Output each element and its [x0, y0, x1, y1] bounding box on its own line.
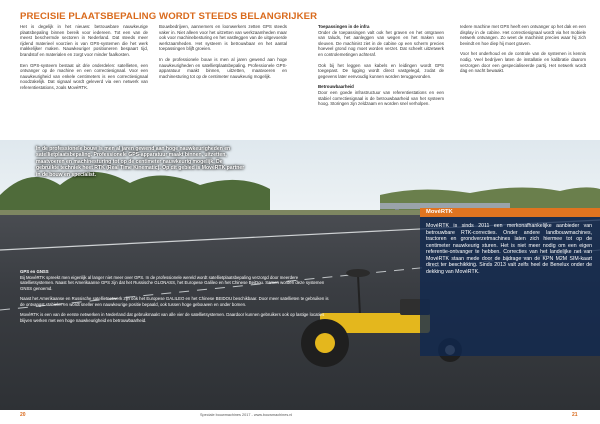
paragraph: Een GPS-systeem bestaat uit drie onderdelen: satellieten, een ontvanger op de machine en een correctiesignaal. Voor een nauwkeurigheid van enkele centimeters is een correctiesignaal noodzakelijk. Dat signaal wordt geleverd via een netwerk van referentiestations, zoals MovéRTK.: [20, 62, 148, 90]
paragraph: Bouwbedrijven, aannemers en loonwerkers zetten GPS steeds vaker in. Niet alleen voor het uitzetten van werkzaamheden maar ook voor machinebesturing en het vastleggen van de uitgevoerde werkzaamheden. Het systeem is betrouwbaar en het aantal toepassingen blijft groeien.: [159, 24, 287, 52]
body-column-4: [460, 24, 586, 79]
paragraph: Ook bij het leggen van kabels en leidingen wordt GPS toegepast. De ligging wordt direct vastgelegd, zodat de gegevens later eenvoudig kunnen worden teruggevonden.: [318, 62, 444, 79]
sidebar-text: MovéRTK is sinds 2011 een merkonafhankelijke aanbieder van betrouwbare RTK-correcties. Onder andere landbouwmachines, tractoren en grondverzetmachines laten zich hiermee tot op de centimeter nauwkeurig sturen. Het is niet meer nodig om een eigen referentie-ontvanger te hebben. Correcties van het landelijke net van MovéRTK staan mede door de bijdrage van de KPN M2M SIM-kaart direct ter beschikking. Sinds 2013 valt zelfs heel de Benelux onder de dekking van MovéRTK.: [426, 223, 592, 275]
paragraph: Bij MovéRTK spreekt men eigenlijk al langer niet meer over GPS. In de professionele wereld wordt satellietplaatsbepaling verzorgd door meerdere satellietsystemen. Naast het Amerikaanse GPS zijn dat het Russische GLONASS, het Europese Galileo en het Chinese BeiDou. Samen worden deze systemen GNSS genoemd.: [20, 274, 325, 291]
body-column-1: [20, 24, 148, 96]
paragraph: Iedere machine met GPS heeft een ontvanger op het dak en een display in de cabine. Het correctiesignaal wordt via het mobiele netwerk ontvangen. Zo weet de machinist precies waar hij zich bevindt en hoe diep hij moet graven.: [460, 24, 586, 46]
paragraph: Onder de toepassingen valt ook het graven en het ontgraven van taluds, het aanleggen van wegen en het maken van sleuven. De machinist ziet in de cabine op een scherm precies hoeveel grond nog moet worden verzet. Dat scheelt uitzetwerk en controlemetingen achteraf.: [318, 29, 444, 57]
paragraph: Naast het Amerikaanse en Russische satellietnetwerk zijn ook het Europese GALILEO en het Chinese BEIDOU beschikbaar. Door meer satellieten te gebruiken is de ontvangst stabieler en wordt sneller een nauwkeurige positie bepaald, ook tussen hoge gebouwen en onder bomen.: [20, 296, 329, 307]
page-number-right: 21: [572, 412, 578, 418]
sidebar-title: MovéRTK: [426, 209, 453, 215]
paragraph: Het is degelijk in het nieuws: betrouwbare nauwkeurige plaatsbepaling binnen bereik voor iedereen. Tot een van de meest beschermde sectoren in Nederland. Dat steeds meer rijdend materieel voorzien is van GPS-systemen die het werk makkelijker maken. Nauwkeuriger positioneren bespaart tijd, brandstof en materialen en zorgt voor minder faalkosten.: [20, 24, 148, 57]
body-column-3: [318, 24, 444, 112]
subheading: Toepassingen in de infra: [318, 24, 370, 29]
subheading: Betrouwbaarheid: [318, 84, 354, 90]
paragraph: Voor het onderhoud en de controle van de systemen is kennis nodig. Veel bedrijven laten de installatie en kalibratie daarom verzorgen door een gespecialiseerde partij. Het netwerk wordt dag en nacht bewaakt.: [460, 51, 586, 74]
lower-article-text: [20, 269, 330, 328]
subheading: GPS en GNSS: [20, 269, 49, 274]
footer-text: Speciale bouwmachines 2017 - www.bouwmachines.nl: [200, 413, 293, 417]
paragraph: Door een goede infrastructuur van referentiestations en een stabiel correctiesignaal is de betrouwbaarheid van het systeem hoog. Storingen zijn zeldzaam en worden snel verholpen.: [318, 89, 444, 107]
movertk-sidebar-box: [420, 208, 600, 356]
paragraph: In de professionele bouw is men al jaren gewend aan hoge nauwkeurigheden en satellietplaatsbepaling. Professionele GPS-apparatuur maakt binnen, uitzetten, maatvoeren en machinesturing tot op de centimeter nauwkeurig mogelijk.: [159, 56, 287, 79]
headline: PRECISIE PLAATSBEPALING WORDT STEEDS BELANGRIJKER: [20, 11, 318, 22]
page-number-left: 20: [20, 412, 26, 418]
body-column-2: [159, 24, 287, 84]
pull-quote: In de professionele bouw is men al jaren gewend aan hoge nauwkeurigheden en satellietplaatsbepaling. Professionele GPS-apparatuur maakt binnen, uitzetten, maatvoeren en machinesturing tot op de centimeter nauwkeurig mogelijk. De gebruikte techniek heet RTK (Real Time Kinematic). Op dit gebied is MovéRTK partner in de bouw en specialist.: [36, 146, 245, 178]
paragraph: MovéRTK is een van de eerste netwerken in Nederland dat gebruikmaakt van alle vier de satellietsystemen. Daardoor kunnen gebruikers ook op lastige locaties blijven werken met een hoge nauwkeurigheid en betrouwbaarheid.: [20, 312, 325, 323]
